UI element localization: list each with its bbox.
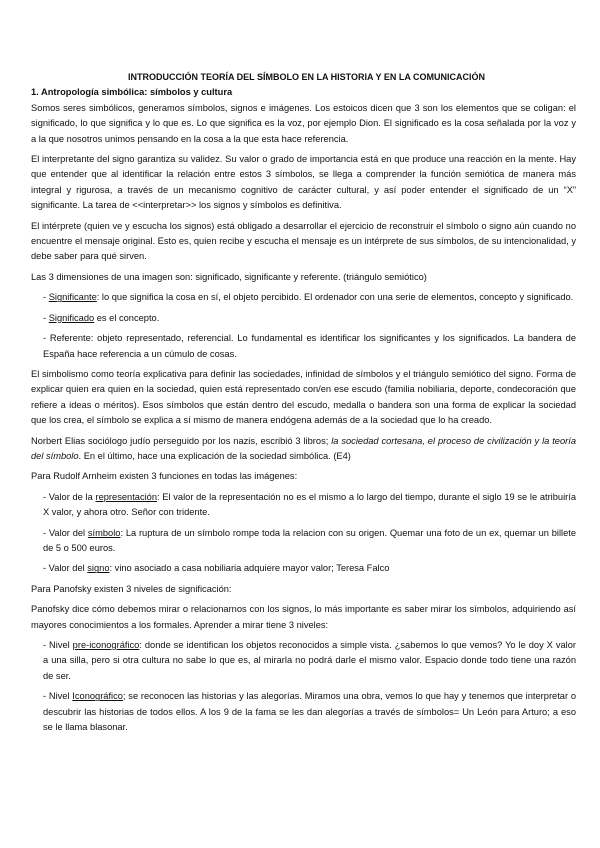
definition-text: ; se reconocen las historias y las alegorías. Miramos una obra, vemos lo que hay y tenemos que interpretar o descubrir las historias de todos ellos. A los 9 de la fama se les dan alegorías a través de símbolos= Un León para Arturo; a eso se le llama blasonar. [43,691,576,733]
list-item-pre-iconografico [43,638,576,684]
term-significado: Significado [48,312,95,323]
list-prefix: - Nivel [43,640,73,650]
paragraph-symbolism-theory: El simbolismo como teoría explicativa para definir las sociedades, infinidad de símbolos y el triángulo semiótico del signo. Forma de explicar quien era quien en la sociedad, quien está representado con/en ese escudo (familia nobiliaria, deporte, condecoración que refiere a ideas o méritos). Esos símbolos que están dentro del escudo, medalla o bandera son una forma de explicar la sociedad que los crea, el símbolo se explica a sí mismo de manera endógena además de a la sociedad que lo ha creado. [31,368,576,426]
term-signo: signo [87,563,110,574]
document-page [31,70,576,740]
definition-text: es el concepto. [94,312,160,323]
paragraph-symbolic-beings: Somos seres simbólicos, generamos símbolos, signos e imágenes. Los estoicos dicen que 3 son los elementos que se coligan: el significado, lo que significa y lo que es. Lo que significa es la voz, por ejemplo Dion. El significado es la cosa señalada por la voz y a la que nosotros unimos pensando en la cosa a la que esta hace referencia. [31,102,576,144]
list-item-representacion [43,490,576,521]
definition-text: : lo que significa la cosa en sí, el objeto percibido. El ordenador con una serie de elementos, concepto y significado. [96,292,574,303]
list-item-iconografico [43,689,576,735]
paragraph-panofsky-intro: Para Panofsky existen 3 niveles de significación: [31,583,232,594]
list-bullet: - [43,312,49,323]
elias-text-start: Norbert Elias sociólogo judío perseguido por los nazis, escribió 3 libros; [31,435,332,446]
list-item-referente: - Referente: objeto representado, referencial. Lo fundamental es identificar los significantes y los significados. La bandera de España hace referencia a un cúmulo de cosas. [43,333,576,359]
definition-text: : donde se identifican los objetos reconocidos a simple vista. ¿sabemos lo que vemos? Yo le doy X valor a una silla, pero si otra cultura no sabe lo que es, al mirarla no podrá darle el mismo valor. Espacio donde todo tiene una razón de ser. [43,640,576,681]
list-item-signo [43,561,576,576]
paragraph-three-dimensions: Las 3 dimensiones de una imagen son: significado, significante y referente. (triángulo semiótico) [31,271,427,282]
paragraph-interpreter: El intérprete (quien ve y escucha los signos) está obligado a desarrollar el ejercicio de reconstruir el símbolo o signo aún cuando no encuentre el mensaje original. Esto es, quien recibe y escucha el mensaje es un intérprete de sus símbolos, de su intencionalidad, y debe saber para qué sirven. [31,220,576,262]
section-heading: 1. Antropología simbólica: símbolos y cultura [31,87,233,98]
list-item-significante [43,290,576,305]
term-significante: Significante [48,292,97,303]
paragraph-norbert-elias [31,434,576,465]
document-title: INTRODUCCIÓN TEORÍA DEL SÍMBOLO EN LA HISTORIA Y EN LA COMUNICACIÓN [127,72,485,82]
paragraph-interpretant: El interpretante del signo garantiza su validez. Su valor o grado de importancia está en que produce una reacción en la mente. Hay que entender que al identificar la relación entre estos 3 símbolos, se llega a comprender la función semiótica de manera más integral y rigurosa, a través de un mecanismo cognitivo de carácter cultural, y así poder entender el significado de un “X” significante. La tarea de <<interpretar>> los signos y símbolos es definitiva. [31,154,576,211]
paragraph-arnheim-intro: Para Rudolf Arnheim existen 3 funciones en todas las imágenes: [31,471,298,482]
definition-text: : vino asociado a casa nobiliaria adquiere mayor valor; Teresa Falco [109,563,390,574]
term-simbolo: símbolo [87,527,121,538]
term-pre-iconografico: pre-iconográfico [72,640,140,650]
list-bullet: - [43,292,49,303]
definition-text: : El valor de la representación no es el mismo a lo largo del tiempo, durante el siglo 19 se le atribuiría X valor, y ahora otro. Señor con tridente. [43,491,576,518]
list-prefix: - Nivel [43,691,73,702]
elias-text-end: . En el último, hace una explicación de la sociedad simbólica. (E4) [78,450,351,461]
term-iconografico: Iconográfico [72,691,123,702]
term-representacion: representación [95,491,158,502]
list-prefix: - Valor del [43,527,88,538]
elias-book-titles: la sociedad cortesana, el proceso de civilización y la teoría del símbolo [31,435,577,461]
paragraph-panofsky-levels: Panofsky dice cómo debemos mirar o relacionarnos con los signos, lo más importante es saber mirar los símbolos, adquiriendo así mayores conocimientos a los formales. Aprender a mirar tiene 3 niveles: [31,604,576,630]
list-item-significado [43,311,576,326]
list-prefix: - Valor del [43,563,88,574]
list-prefix: - Valor de la [43,491,96,502]
definition-text: : La ruptura de un símbolo rompe toda la relacion con su origen. Quemar una foto de un ex, quemar un billete de 5 o 500 euros. [43,527,576,553]
list-item-simbolo [43,526,576,557]
